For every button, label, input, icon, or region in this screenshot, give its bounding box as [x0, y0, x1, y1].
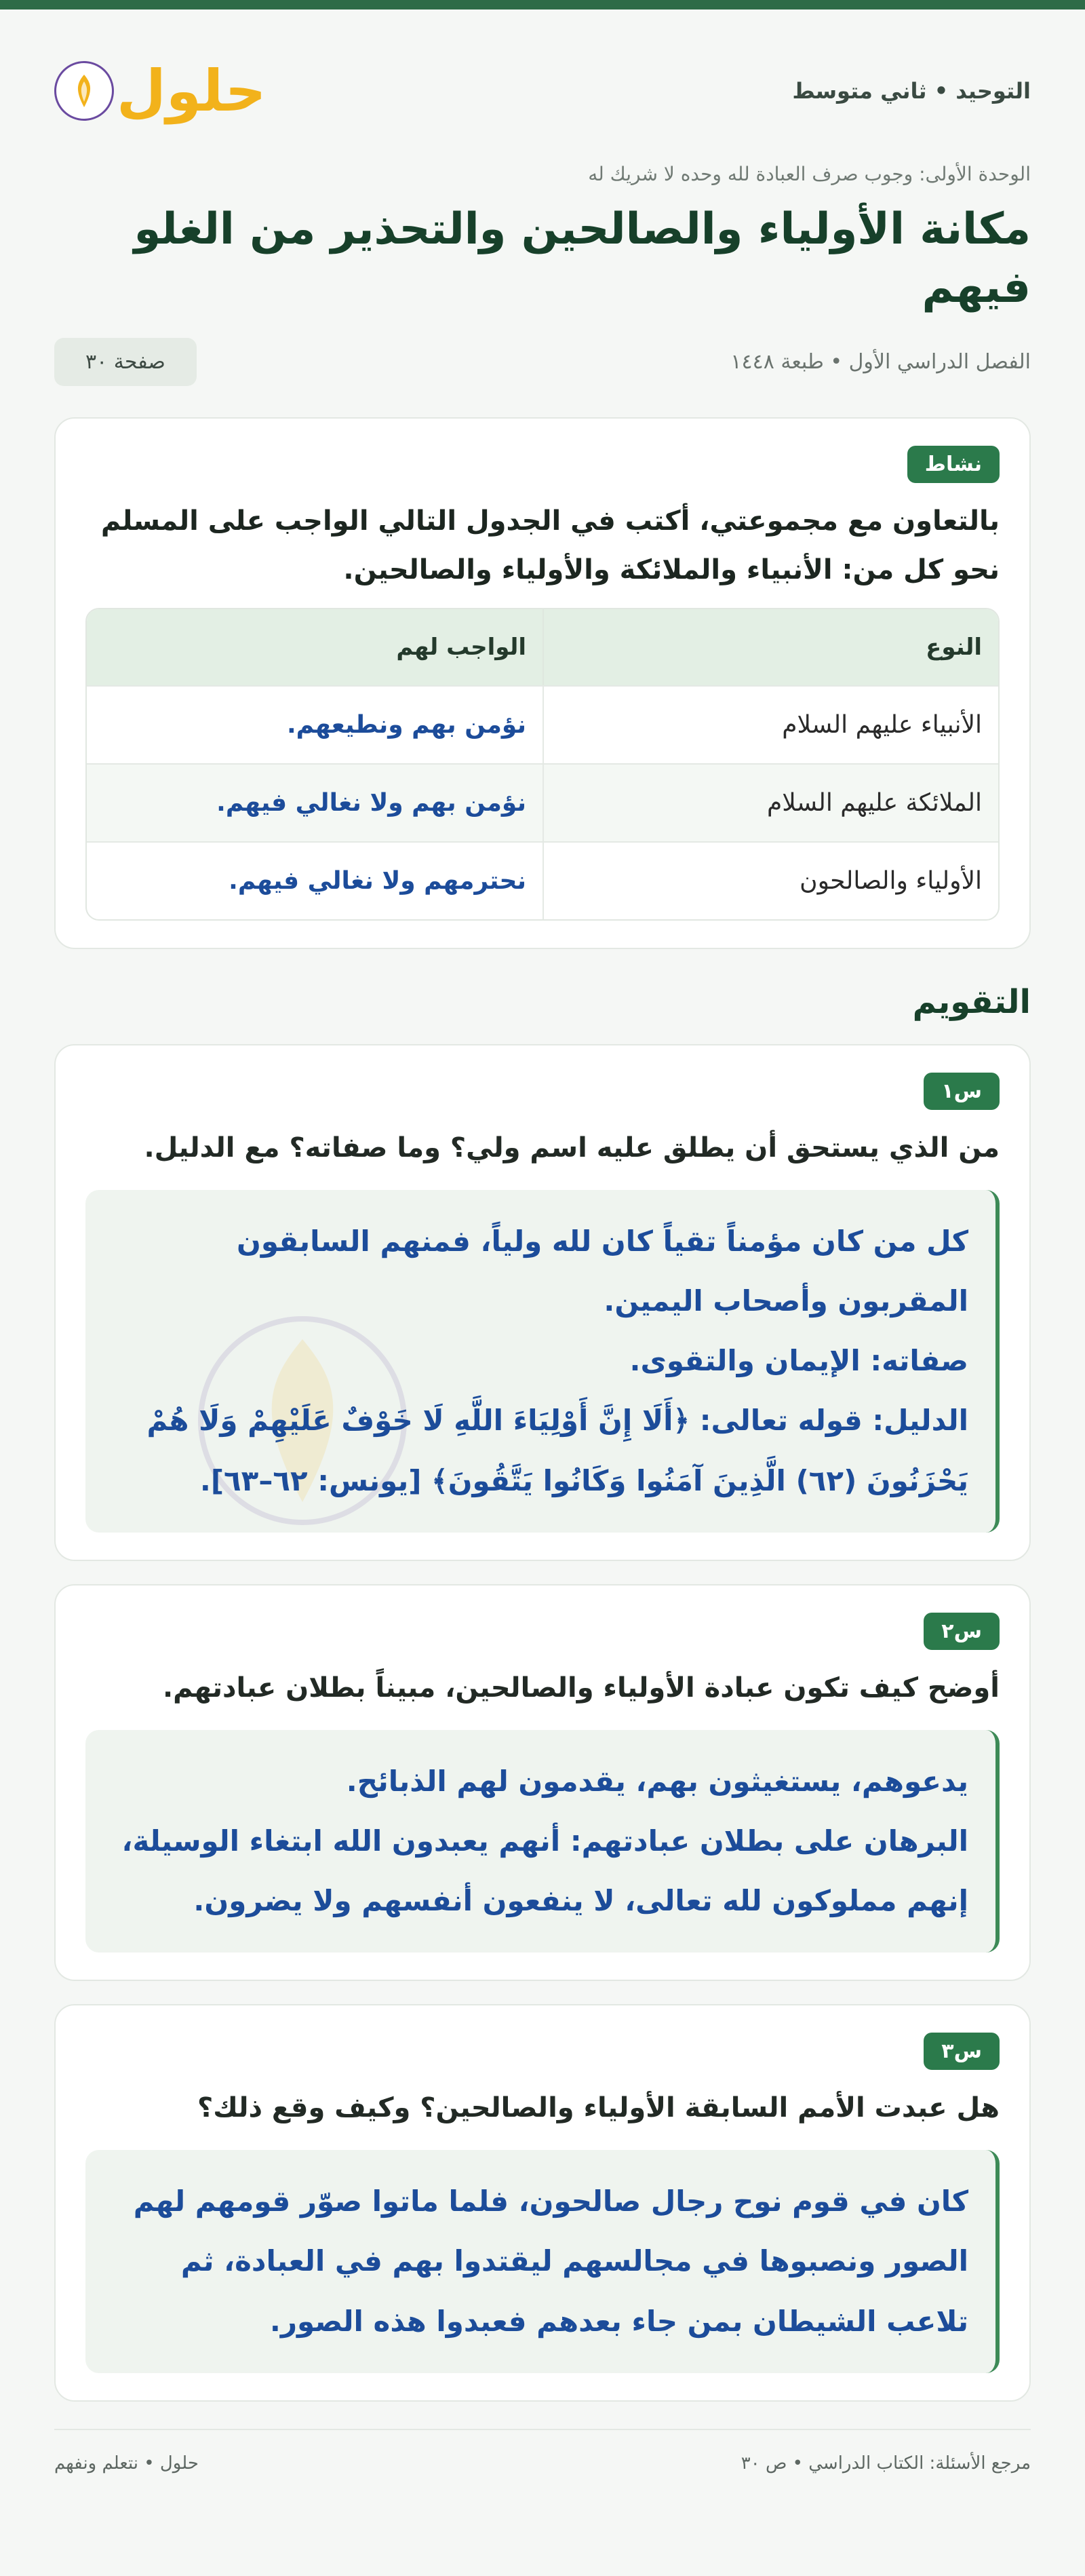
column-header-kind: النوع: [542, 609, 998, 685]
question-text: أوضح كيف تكون عبادة الأولياء والصالحين، مبيناً بطلان عبادتهم.: [162, 1672, 1000, 1704]
question-text: من الذي يستحق أن يطلق عليه اسم ولي؟ وما صفاته؟ مع الدليل.: [144, 1132, 1000, 1164]
kind-cell: الأنبياء عليهم السلام: [542, 685, 998, 763]
duty-cell: نؤمن بهم ونطيعهم.: [87, 685, 542, 763]
kind-cell: الملائكة عليهم السلام: [542, 763, 998, 841]
table-header-row: [87, 609, 998, 685]
question-badge: س٣: [924, 2033, 1000, 2070]
logo-text: حلول: [117, 58, 267, 124]
footer-reference: مرجع الأسئلة: الكتاب الدراسي • ص ٣٠: [741, 2453, 1031, 2474]
question-badge: س١: [924, 1073, 1000, 1110]
question-card-2: [54, 1584, 1031, 1982]
activity-badge: نشاط: [907, 446, 1000, 483]
answer-line: كان في قوم نوح رجال صالحون، فلما ماتوا صوّر قومهم لهم الصور ونصبوها في مجالسهم ليقتدوا بهم في العبادة، ثم تلاعب الشيطان بمن جاء بعدهم فعبدوا هذه الصور.: [133, 2185, 968, 2338]
subject-label: التوحيد • ثاني متوسط: [792, 78, 1031, 104]
answer-line: كل من كان مؤمناً تقياً كان لله ولياً، فمنهم السابقون المقربون وأصحاب اليمين.: [236, 1224, 968, 1318]
lesson-title: مكانة الأولياء والصالحين والتحذير من الغلو فيهم: [134, 204, 1031, 313]
top-accent-bar: [0, 0, 1085, 9]
table-row: [87, 841, 998, 919]
answer-line: الدليل: قوله تعالى: ﴿أَلَا إِنَّ أَوْلِيَاءَ اللَّهِ لَا خَوْفٌ عَلَيْهِمْ وَلَا هُمْ يَحْزَنُونَ (٦٢) الَّذِينَ آمَنُوا وَكَانُوا يَتَّقُونَ﴾ [يونس: ٦٢–٦٣].: [146, 1404, 968, 1497]
duty-table: [85, 608, 1000, 921]
logo-emblem-icon: [54, 61, 114, 121]
answer-line: صفاته: الإيمان والتقوى.: [629, 1344, 968, 1378]
table-row: [87, 763, 998, 841]
semester-label: الفصل الدراسي الأول • طبعة ١٤٤٨: [730, 349, 1031, 374]
page-header: [54, 9, 1031, 166]
meta-row: [54, 338, 1031, 386]
duty-cell: نحترمهم ولا نغالي فيهم.: [87, 841, 542, 919]
duty-cell: نؤمن بهم ولا نغالي فيهم.: [87, 763, 542, 841]
question-badge: س٢: [924, 1613, 1000, 1650]
question-card-1: [54, 1044, 1031, 1561]
page: [0, 9, 1085, 2497]
activity-prompt: بالتعاون مع مجموعتي، أكتب في الجدول التالي الواجب على المسلم نحو كل من: الأنبياء والملائكة والأولياء والصالحين.: [100, 505, 1000, 585]
answer-line: البرهان على بطلان عبادتهم: أنهم يعبدون الله ابتغاء الوسيلة، إنهم مملوكون لله تعالى، لا ينفعون أنفسهم ولا يضرون.: [121, 1824, 968, 1918]
answer-box: [85, 1730, 1000, 1953]
column-header-duty: الواجب لهم: [87, 609, 542, 685]
page-footer: [54, 2429, 1031, 2497]
evaluation-title: التقويم: [912, 982, 1031, 1021]
brand-logo[interactable]: [54, 58, 267, 124]
kind-cell: الأولياء والصالحون: [542, 841, 998, 919]
answer-line: يدعوهم، يستغيثون بهم، يقدمون لهم الذبائح.: [346, 1764, 968, 1798]
footer-brand: حلول • نتعلم ونفهم: [54, 2453, 199, 2474]
table-row: [87, 685, 998, 763]
question-card-3: [54, 2004, 1031, 2402]
unit-subtitle: الوحدة الأولى: وجوب صرف العبادة لله وحده لا شريك له: [588, 163, 1031, 185]
answer-box: [85, 2150, 1000, 2373]
answer-box: [85, 1190, 1000, 1533]
activity-card: [54, 417, 1031, 949]
page-number-chip: صفحة ٣٠: [54, 338, 197, 386]
question-text: هل عبدت الأمم السابقة الأولياء والصالحين؟ وكيف وقع ذلك؟: [197, 2092, 1000, 2124]
